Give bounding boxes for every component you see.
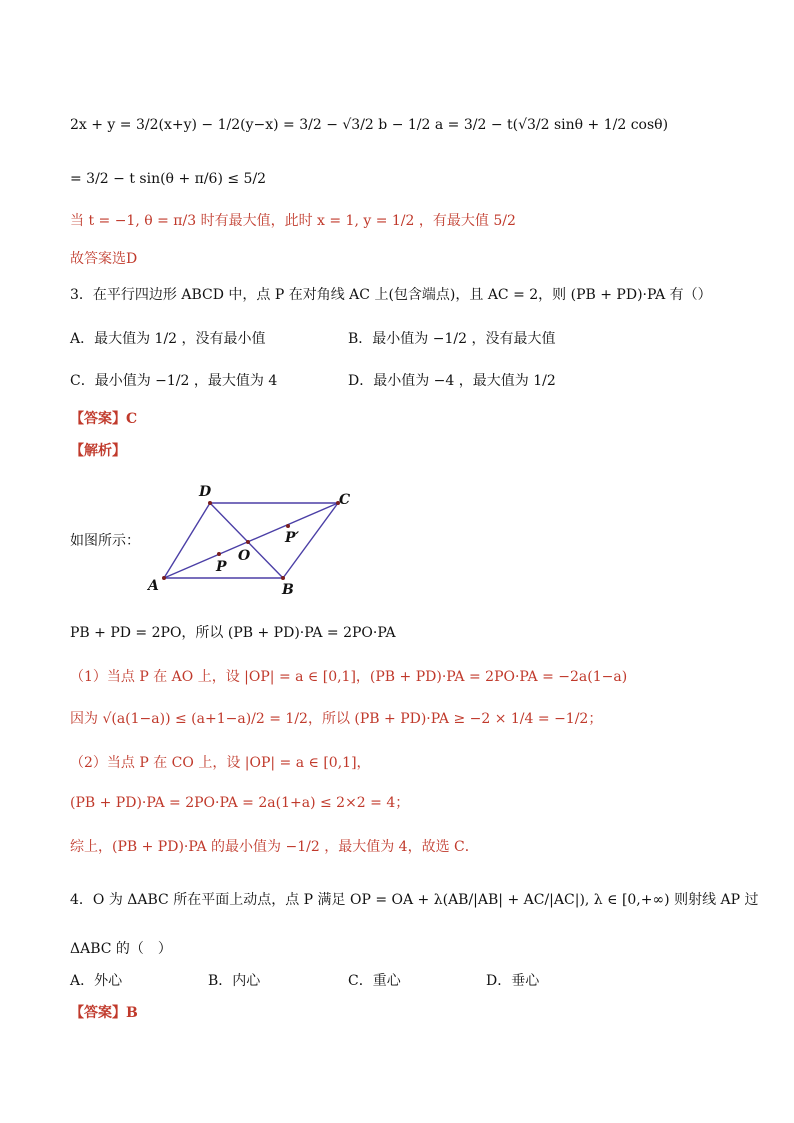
q3-option-c: C．最小值为 −1/2 ，最大值为 4 — [70, 373, 278, 389]
question-4-stem: 4．O 为 ΔABC 所在平面上动点，点 P 满足 OP = OA + λ(AB/|AB| + AC/|AC|), λ ∈ [0,+∞) 则射线 AP 过 — [70, 892, 759, 908]
label-d: D — [199, 484, 212, 500]
q3-option-d: D．最小值为 −4 ，最大值为 1/2 — [348, 373, 556, 389]
conclusion-line: 综上，(PB + PD)·PA 的最小值为 −1/2 ，最大值为 4，故选 C． — [70, 839, 479, 855]
q4-option-c: C．重心 — [348, 973, 401, 989]
label-p-prime: P′ — [285, 530, 300, 546]
point-a — [162, 576, 166, 580]
q3-option-b: B．最小值为 −1/2 ，没有最大值 — [348, 331, 556, 347]
label-c: C — [339, 492, 351, 508]
point-b — [281, 576, 285, 580]
case-2-line: （2）当点 P 在 CO 上，设 |OP| = a ∈ [0,1]， — [70, 755, 371, 771]
case-1-line: （1）当点 P 在 AO 上，设 |OP| = a ∈ [0,1]，(PB + PD)·PA = 2PO·PA = −2a(1−a) — [70, 669, 628, 685]
derivation-line-1: 2x + y = 3/2(x+y) − 1/2(y−x) = 3/2 − √3/2 b − 1/2 a = 3/2 − t(√3/2 sinθ + 1/2 cosθ) — [70, 117, 669, 133]
diagonal-ac — [164, 503, 338, 578]
q4-answer: 【答案】B — [70, 1005, 138, 1021]
q4-option-d: D．垂心 — [486, 973, 540, 989]
point-d — [208, 501, 212, 505]
q4-option-b: B．内心 — [208, 973, 261, 989]
label-b: B — [282, 582, 294, 598]
q3-answer: 【答案】C — [70, 411, 138, 427]
q3-option-a: A．最大值为 1/2 ，没有最小值 — [70, 331, 266, 347]
derivation-line-2: = 3/2 − t sin(θ + π/6) ≤ 5/2 — [70, 171, 267, 187]
analysis-heading: 【解析】 — [70, 443, 126, 459]
parallelogram-figure — [140, 482, 370, 602]
point-p-prime — [286, 524, 290, 528]
question-4-stem-cont: ΔABC 的（ ） — [70, 941, 172, 957]
question-3-stem: 3．在平行四边形 ABCD 中，点 P 在对角线 AC 上(包含端点)，且 AC = 2，则 (PB + PD)·PA 有（） — [70, 287, 712, 303]
answer-select-d: 故答案选D — [70, 251, 138, 267]
point-o — [246, 540, 250, 544]
label-p: P — [216, 559, 227, 575]
q4-option-a: A．外心 — [70, 973, 123, 989]
label-a: A — [148, 578, 159, 594]
case-2-inequality: (PB + PD)·PA = 2PO·PA = 2a(1+a) ≤ 2×2 = 4； — [70, 795, 410, 811]
side-da — [164, 503, 210, 578]
label-o: O — [238, 548, 251, 564]
case-1-inequality: 因为 √(a(1−a)) ≤ (a+1−a)/2 = 1/2，所以 (PB + PD)·PA ≥ −2 × 1/4 = −1/2； — [70, 711, 603, 727]
max-condition-line: 当 t = −1, θ = π/3 时有最大值，此时 x = 1, y = 1/2 ，有最大值 5/2 — [70, 213, 516, 229]
figure-caption: 如图所示： — [70, 533, 140, 549]
point-p — [217, 552, 221, 556]
step-vector-sum: PB + PD = 2PO，所以 (PB + PD)·PA = 2PO·PA — [70, 625, 396, 641]
